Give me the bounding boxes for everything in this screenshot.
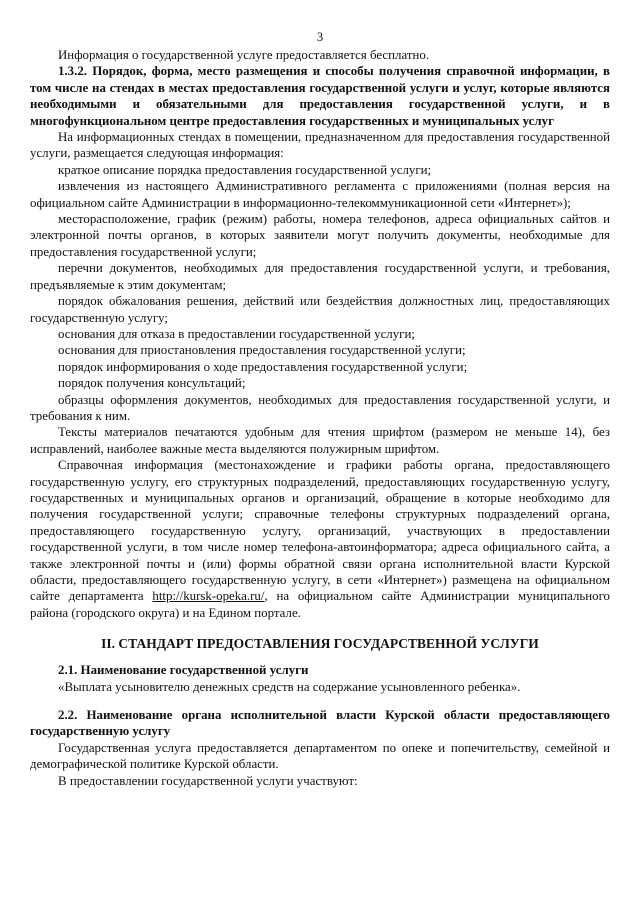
reference-info-text-end: , на официальном сайте Администрации муниципального района (городского округа) и на Едином портале.: [30, 589, 611, 620]
list-item-progress-info: порядок информирования о ходе предоставления государственной услуги;: [58, 359, 468, 374]
subsection-2-1-title: 2.1. Наименование государственной услуги: [58, 663, 309, 678]
list-item-short-description: краткое описание порядка предоставления государственной услуги;: [58, 162, 432, 177]
paragraph-reference-info: [30, 457, 610, 621]
list-item-document-lists: перечни документов, необходимых для предоставления государственной услуги, и требования, предъявляемые к этим документам;: [30, 261, 610, 292]
page-number: 3: [316, 30, 324, 44]
list-item-document-samples: образцы оформления документов, необходимых для предоставления государственной услуги, и требования к ним.: [30, 392, 610, 423]
list-item-regulation-extracts: извлечения из настоящего Административного регламента с приложениями (полная версия на официальном сайте Администрации в информационно-телекоммуникационной сети «Интернет»);: [30, 179, 610, 210]
list-item-refusal-grounds: основания для отказа в предоставлении государственной услуги;: [58, 326, 415, 341]
list-item-appeal-procedure: порядок обжалования решения, действий или бездействия должностных лиц, предоставляющих государственную услугу;: [30, 294, 610, 325]
subsection-2-2-title: 2.2. Наименование органа исполнительной власти Курской области предоставляющего государственную услугу: [30, 708, 610, 739]
paragraph-font-requirements: Тексты материалов печатаются удобным для чтения шрифтом (размером не меньше 14), без исправлений, наиболее важные места выделяются полужирным шрифтом.: [30, 425, 610, 456]
heading-1-3-2: 1.3.2. Порядок, форма, место размещения и способы получения справочной информации, в том числе на стендах в местах предоставления государственной услуги и услуг, которые являются необходимыми и обязательными для предоставления государственной услуги, и в многофункциональном центре предоставления государственных и муниципальных услуг: [30, 64, 610, 128]
section-title: II. СТАНДАРТ ПРЕДОСТАВЛЕНИЯ ГОСУДАРСТВЕННОЙ УСЛУГИ: [101, 636, 539, 652]
subsection-2-2-text: Государственная услуга предоставляется департаментом по опеке и попечительству, семейной и демографической политике Курской области.: [30, 740, 610, 772]
paragraph-free-info: Информация о государственной услуге предоставляется бесплатно.: [58, 48, 430, 62]
subsection-2-2-participants: В предоставлении государственной услуги участвуют:: [58, 773, 358, 788]
department-website-link[interactable]: http://kursk-opeka.ru/: [152, 589, 265, 604]
list-item-locations-schedule: месторасположение, график (режим) работы, номера телефонов, адреса официальных сайтов и электронной почты органов, в которых заявители могут получить документы, необходимые для предоставления государственной услуги;: [30, 212, 610, 259]
list-item-suspension-grounds: основания для приостановления предоставления государственной услуги;: [58, 343, 466, 358]
subsection-2-1-text: «Выплата усыновителю денежных средств на содержание усыновленного ребенка».: [58, 679, 521, 694]
paragraph-stands-intro: На информационных стендах в помещении, предназначенном для предоставления государственной услуги, размещается следующая информация:: [30, 130, 610, 161]
reference-info-text: Справочная информация (местонахождение и графики работы органа, предоставляющего государственную услугу, его структурных подразделений, предоставляющих государственную услугу, государственных и муниципальных органов и организаций, обращение в которые необходимо для получения государственной услуги; справочные телефоны структурных подразделений органа, предоставляющего государственную услугу, организаций, участвующих в предоставлении государственной услуги, в том числе номер телефона-автоинформатора; адреса официального сайта, а также электронной почты и (или) формы обратной связи органа исполнительной власти Курской области, предоставляющего государственную услугу, в сети «Интернет») размещена на официальном сайте департамента: [30, 458, 610, 604]
list-item-consultations: порядок получения консультаций;: [58, 376, 246, 391]
